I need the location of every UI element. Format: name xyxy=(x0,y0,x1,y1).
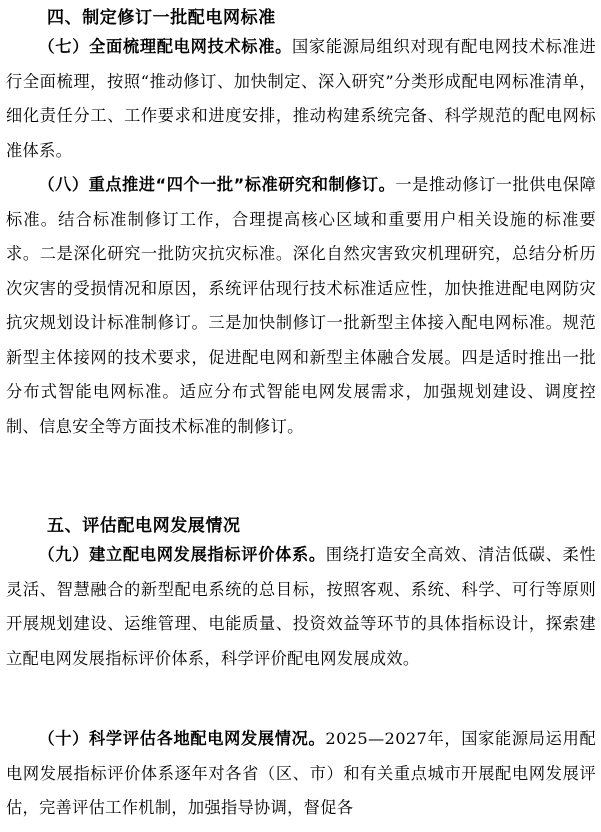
item-9-body: 围绕打造安全高效、清洁低碳、柔性灵活、智慧融合的新型配电系统的总目标，按照客观、系统、科学、可行等原则开展规划建设、运维管理、电能质量、投资效益等环节的具体指标设计，探索建立配电网发展指标评价体系，科学评价配电网发展成效。 xyxy=(6,545,596,668)
item-8-body: 一是推动修订一批供电保障标准。结合标准制修订工作，合理提高核心区域和重要用户相关设施的标准要求。二是深化研究一批防灾抗灾标准。深化自然灾害致灾机理研究，总结分析历次灾害的受损情况和原因，系统评估现行技术标准适应性，加快推进配电网防灾抗灾规划设计标准制修订。三是加快制修订一批新型主体接入配电网标准。规范新型主体接网的技术要求，促进配电网和新型主体融合发展。四是适时推出一批分布式智能电网标准。适应分布式智能电网发展需求，加强规划建设、调度控制、信息安全等方面技术标准的制修订。 xyxy=(6,175,596,436)
paragraph-item-10 xyxy=(6,722,596,826)
item-7-lead: （七）全面梳理配电网技术标准。 xyxy=(38,37,293,56)
item-7-body: 国家能源局组织对现有配电网技术标准进行全面梳理，按照“推动修订、加快制定、深入研究”分类形成配电网标准清单，细化责任分工、工作要求和进度安排，推动构建系统完备、科学规范的配电网标准体系。 xyxy=(6,37,596,160)
section-heading-4: 四、制定修订一批配电网标准 xyxy=(47,8,276,28)
item-10-body: 2025—2027年，国家能源局运用配电网发展指标评价体系逐年对各省（区、市）和有关重点城市开展配电网发展评估，完善评估工作机制，加强指导协调，督促各 xyxy=(6,729,596,817)
item-8-lead: （八）重点推进“四个一批”标准研究和制修订。 xyxy=(38,175,396,194)
paragraph-item-8 xyxy=(6,168,596,444)
paragraph-item-9 xyxy=(6,538,596,676)
paragraph-item-7 xyxy=(6,30,596,168)
section-heading-5: 五、评估配电网发展情况 xyxy=(47,516,241,536)
item-9-lead: （九）建立配电网发展指标评价体系。 xyxy=(38,545,326,564)
item-10-lead: （十）科学评估各地配电网发展情况。 xyxy=(38,729,326,748)
